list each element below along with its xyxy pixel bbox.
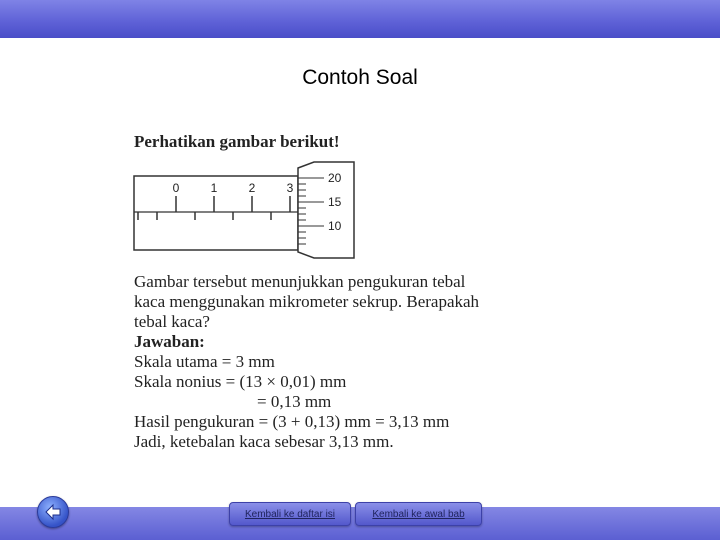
back-button[interactable] [37,496,69,528]
problem-line: Gambar tersebut menunjukkan pengukuran tebal [134,272,466,291]
main-scale-label: 2 [248,181,256,195]
answer-line: = 0,13 mm [257,392,332,411]
answer-heading: Jawaban: [134,332,205,351]
main-scale-label: 0 [172,181,180,195]
thimble-label: 10 [328,219,342,233]
instruction-text: Perhatikan gambar berikut! [134,132,340,151]
table-of-contents-link[interactable]: Kembali ke daftar isi [229,502,351,526]
thimble-label: 15 [328,195,342,209]
problem-figure [132,128,602,458]
answer-line: Jadi, ketebalan kaca sebesar 3,13 mm. [134,432,394,451]
back-arrow-icon [44,503,62,521]
main-scale-label: 1 [210,181,218,195]
chapter-start-link[interactable]: Kembali ke awal bab [355,502,482,526]
slide-title: Contoh Soal [302,66,418,89]
problem-line: tebal kaca? [134,312,210,331]
problem-line: kaca menggunakan mikrometer sekrup. Berapakah [134,292,480,311]
top-banner [0,0,720,38]
answer-line: Skala utama = 3 mm [134,352,275,371]
problem-text [134,272,479,452]
thimble-label: 20 [328,171,342,185]
answer-line: Hasil pengukuran = (3 + 0,13) mm = 3,13 mm [134,412,450,431]
thimble-body [298,162,354,258]
main-scale-label: 3 [286,181,294,195]
answer-line: Skala nonius = (13 × 0,01) mm [134,372,347,391]
micrometer-diagram [132,160,372,260]
